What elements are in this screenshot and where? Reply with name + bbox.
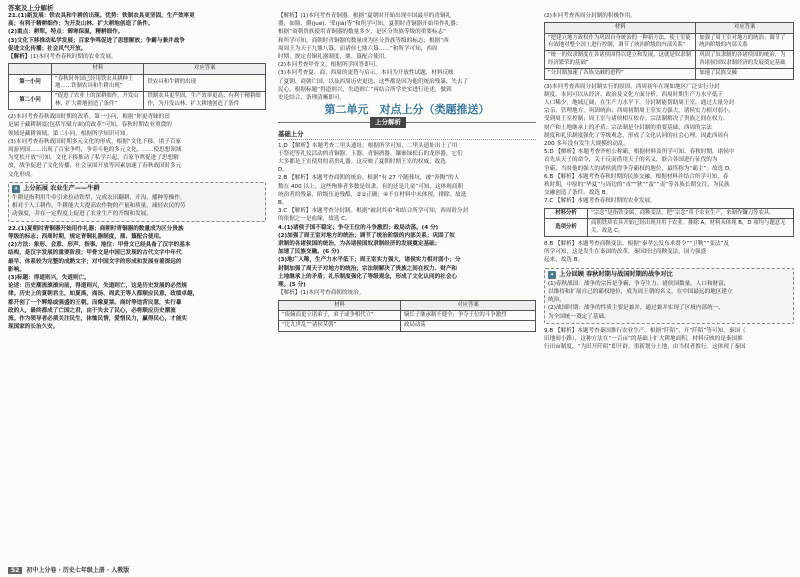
unit-title: 第二单元 对点上分（类题推送） xyxy=(324,103,490,117)
table-cell: “春秋时外国已经用铁农具耕种土地……铁制农具和牛耕出现” xyxy=(52,74,144,92)
text-line: 律。历史上的夏朝君主，如夏禹，商汤、周武王等人都顺应民意，政绩卓越， xyxy=(8,291,199,298)
text-line: 现国家的长治久安。 xyxy=(8,324,59,331)
text-line: (2)方法：象形、会意、形声、指事。地位：甲骨文已经具备了汉字的基本 xyxy=(8,242,191,249)
table-cell: 巩固了奴隶制的各诸侯国的统治，为各诸侯国奴隶制经济的发展奠定基础 xyxy=(696,51,794,69)
table-header: 对应答案 xyxy=(696,23,794,33)
analysis-table xyxy=(544,208,794,237)
text-line: 200 多年没有发生大规模的动乱。 xyxy=(544,141,630,148)
text-line: 论述：历史潮流滚滚向前，得道则兴，失道则亡，这是历史发展的必然规 xyxy=(8,283,188,290)
text-line: 和所学可知，商朝时青铜器的数量成为区分贵族等级的标志；根据“西 xyxy=(278,37,449,44)
table-header: 对应答案 xyxy=(144,64,266,74)
text-line: 秋时期，中原的“华夏”与周边的“戎”“狄”“蛮”“夷”等各族长期交往，为民族 xyxy=(544,182,730,189)
text-line: 宗亲，管理地方，巩固统治；西周初期周王室实力强大，诸侯实力相对弱小， xyxy=(544,108,735,115)
text-line: 6.B 【解析】本题考查春秋时期的民族交融。根据材料并结合所学可知，春 xyxy=(544,173,729,180)
subsection-title: 基础上分 xyxy=(278,130,536,139)
table-cell: 铁制农具更坚固，生产效率更高；有利于精耕细作，为开发山林、扩大耕地创造了条件 xyxy=(144,92,266,110)
table-row-label: 第二小问 xyxy=(9,92,52,110)
text-line: (2)本问考查西周分封制的积极作用。 xyxy=(544,13,636,19)
text-line: 受到周王室控制；周王室与诸侯相互依存；宗法制解决了贵族之间在权力、 xyxy=(544,116,729,123)
text-line: 了夏朝、商朝亡国、以及西周历史更迭，这些都是因为他们统治残暴，失去了 xyxy=(278,78,469,85)
text-line: 22.(1)夏朝时青铜器开始用作礼器；商朝时青铜器的数量成为区分贵族 xyxy=(8,225,184,232)
table-header: 材料 xyxy=(52,64,144,74)
text-line: 起来，故选 B。 xyxy=(544,257,584,264)
text-line: (3)本问考查夏、商、西周的更替与启示。本问为开放性试题，材料反映 xyxy=(278,70,454,77)
extension-box xyxy=(8,182,266,222)
text-line: 人口稀少，地域辽阔，在生产力水平下，分封制能帮助周王室，通过大量分封 xyxy=(544,100,735,107)
text-line: B。 xyxy=(278,200,288,207)
bulb-icon: ✦ xyxy=(550,271,555,278)
text-line: (2)重点：耕犁。特点：御寒保温，精耕细作。 xyxy=(8,29,124,36)
column-right xyxy=(544,12,794,572)
table-row-label: 选项分析 xyxy=(545,219,588,237)
box-title: ✦ 上分拓展 农业生产——牛耕 xyxy=(14,184,100,192)
text-line: 周周王为天子九鼎八簋，而诸侯七鼎六簋……”和所学可知，西周 xyxy=(278,45,438,52)
text-line: 所学可知，这是发生在秦国的改革。秦国经过商鞅变法，国力强盛 xyxy=(544,249,707,256)
table-cell: “宗念”是指铁金属，商鞅变法，把“宗念”用于农业生产，来制作镰刀等农具。 xyxy=(588,208,794,218)
text-line: 为全国统一奠定了基础。 xyxy=(548,313,610,320)
answer-table xyxy=(8,63,266,110)
text-line: 是属于藏耕制度(包括军赋方面)的改革”可知，春秋时期农业重農的 xyxy=(8,122,172,129)
table-cell: 商朝铁质农具开始已经出现并用于农业。排除 A，材料未体现 B，D 项均与题意无关。故选 C。 xyxy=(588,219,794,237)
book-title: 初中上分卷 · 历史七年级上册 · 人教版 xyxy=(26,567,130,574)
text-line: 首先从天子的命令，关于反而借用天子的名义，联合各国进行征伐的为 xyxy=(544,157,718,164)
text-line: 时期，规定青铜礼器制度，鼎、簋配合使用。 xyxy=(278,54,390,61)
text-line: (3)文化下移推动私学发展；百家争鸣促进了思想解放；争霸与兼并战争 xyxy=(8,37,185,44)
text-line: 田地间小路），这种方法在“一百亩”的基础上扩大耕地面积，材料反映的是秦国推 xyxy=(544,335,743,342)
box-title: ✦ 上分回顾 春秋时期与战国时期的战争对比 xyxy=(550,270,673,278)
text-line: 等级的标志；西周时期，规定青铜礼器制度，鼎、簋配合使用。 xyxy=(8,233,165,240)
table-cell: “统一的奴隶制度在各诸侯国得以建立和发展，这就是奴隶制经济繁荣的基础” xyxy=(545,51,696,69)
text-line: 1.D 【解析】本题考查二里头遗址。根据所学可知，二里头遗址出土了用 xyxy=(278,142,458,149)
text-line: 都开创了一个辉煌或强盛的王朝。而像夏桀、商纣等违背民意，实行暴 xyxy=(8,299,182,306)
section-banner xyxy=(278,117,536,127)
page-number: 52 xyxy=(8,567,22,574)
text-line: 的依据之一是血缘，故选 C。 xyxy=(278,216,351,223)
text-line: 为宽松开放”可知，文化下移推动了私学兴起，百家争鸣促进了思想解 xyxy=(8,155,179,162)
text-line: (3)本问考查西周分封制实行的原因。西周初年在现如地区广泛实行分封 xyxy=(544,83,720,90)
text-line: 促进文化传播；社会风气开放。 xyxy=(8,45,87,52)
text-line: 流。作为领导者必须关注民生，体恤民情，爱惜民力，赢得民心，才能实 xyxy=(8,315,188,322)
table-header: 材料 xyxy=(279,300,401,310)
text-line: 史论结合、条理清晰即可。 xyxy=(278,95,346,102)
text-line: 4.(1)诸侯子国不稳定；争夺王位的斗争激烈；政局动荡。(4 分) xyxy=(278,224,439,231)
text-line: 封制加强了周天子对地方的统治；宗法制解决了贵族之间在权力、财产和 xyxy=(278,265,458,272)
review-box xyxy=(544,268,794,324)
banner-line xyxy=(278,122,536,123)
text-line: (2)本问考查春秋战国时期的改革。第一小问，根据“你更青睐的田 xyxy=(8,114,170,121)
table-cell: 嫡长子继承制不健全；争夺王位的斗争激烈 xyxy=(400,310,535,320)
table-cell: “促进了农业上的深耕细作，开发山林，扩大耕地创造了条件” xyxy=(52,92,144,110)
table-cell: “把建立地方政权作为巩固自身统治的一种新方法，使王室能有效地对整个国土进行控制，调节了统治阶级的内部关系” xyxy=(545,33,696,51)
banner-label: 上分解析 xyxy=(370,117,406,127)
text-line: 民心。根据标题“得道则兴，失道则亡”再结合所学史实进行论述，做到 xyxy=(278,86,452,93)
table-row-label: 材料分析 xyxy=(545,208,588,218)
text-line: 加速了民族交融。(6 分) xyxy=(278,249,340,256)
text-line: 5.D 【解析】本题考查齐桓公称霸。根据材料及所学可知，春秋时期，诸侯中 xyxy=(544,149,735,156)
text-line: 交融创造了条件。故选 B。 xyxy=(544,190,612,197)
text-line: (2)本问考查甲骨文。根据所学回答即可。 xyxy=(278,62,382,69)
column-left xyxy=(8,12,266,552)
table-cell: 加速了民族交融 xyxy=(696,69,794,79)
text-line: 隶制的各诸侯国的统治，为各诸侯国奴隶制经济的发展奠定基础； xyxy=(278,241,441,248)
text-line: 器，如鼎、爵(jué)、斝(jiǎ)等”和所学可知，夏朝时青铜器开始用作礼器； xyxy=(278,21,462,28)
text-line: 【解析】(1)本问考查商朝的统治。 xyxy=(278,290,365,297)
text-line: 2.B 【解析】本题考查商朝的统治。根据“有 27 个随葬坑，被“奔陶”的人 xyxy=(278,175,460,182)
text-line: 争霸，当时他的强大的诸侯就得争夺霸权的地位，最终称为“霸主”。故选 D。 xyxy=(544,165,735,172)
text-line: 相对于人工耕作，牛耕能大大提高农作物的产量和质量，减轻农民的劳 xyxy=(12,203,186,210)
text-line: 牛耕是指利用牛牵引来拉动铁犁，完成农田翻耕、开沟、播种等操作。 xyxy=(12,195,186,202)
text-line: 3.C 【解析】本题考查分封制。根据“被封其弟”和结合所学可知，西周时分封 xyxy=(278,208,469,215)
text-line: 影响。 xyxy=(8,266,25,273)
text-line: 放，战争促进了文化传播，社会氛围开放等因素加速了春秋战国时多元 xyxy=(8,163,182,170)
table-cell: 加强了周王室对地方的统治；调节了统治阶级的内部关系 xyxy=(696,33,794,51)
text-line: 行田亩制度，“为田开阡陌”即开辟，重新划分土地，由当权者推行。这体现了秦国 xyxy=(544,344,746,351)
table-header-spacer xyxy=(9,64,52,74)
table-cell: “分封制加速了各族交融的进程” xyxy=(545,69,696,79)
text-line: 领域是藏耕领域。第二小问，根据所学知识可知。 xyxy=(8,130,132,137)
text-line: 制度和礼乐制度强化了等级观念，形成了文化认同的社会心理。因此西周有 xyxy=(544,132,729,139)
text-line: 高；有利于精耕细作；为开发山林、扩大耕地创造了条件。 xyxy=(8,21,154,28)
text-line: 结构，是汉字发展的重要阶段；甲骨文是中国已发现的古代文字中年代 xyxy=(8,250,182,257)
text-line: 8.B 【解析】本题考查商鞅变法。根据“秦孝公发布求贤令”“卫鞅”“变法”及 xyxy=(544,240,729,247)
analysis-tag: 【解析】 xyxy=(8,54,31,61)
text-line: (3)本问考查春秋战国时期多元文化的形成。根据“文化下移，诸子百家 xyxy=(8,138,182,145)
page-footer xyxy=(8,565,129,574)
text-line: 大多都是王室使用的高贵礼器。这反映了夏朝时期王室的权威。故选 xyxy=(278,159,446,166)
answer-table xyxy=(544,22,794,79)
text-line: 文化形成。 xyxy=(8,171,36,178)
text-line: 21.(1)新发展：铁农具和牛耕的出现。优势：铁制农具更坚固，生产效率更 xyxy=(8,13,195,19)
answer-table xyxy=(278,300,536,332)
text-line: 统治。 xyxy=(548,297,565,304)
text-line: (2)战国时期：战争的性质主要是兼并，通过兼并实现了区域内部统一， xyxy=(548,305,724,312)
text-line: 7.C 【解析】本题考查春秋时期的农业发展。 xyxy=(544,198,656,205)
text-line: 周游列国……出现了百家争鸣，争奇斗艳的多元文化，……使思想领域 xyxy=(8,147,182,154)
text-line: 于祭祀等礼仪活动的青铜器、玉器、青铜酒器、镶嵌绿松石的龙形器，它们 xyxy=(278,150,463,157)
text-line: 理。(5 分) xyxy=(278,282,306,289)
text-line: (2)加强了周王室对地方的统治；调节了统治阶级的内部关系；巩固了奴 xyxy=(278,232,455,239)
column-middle xyxy=(278,12,536,572)
table-row-label: 第一小问 xyxy=(9,74,52,92)
text-line: (1)春秋战国：战争的宗旨是争霸，争夺生力、诸侯国数量、人口和财富， xyxy=(548,280,730,287)
text-line: 最早、体系较为完整的成熟文字；对中国文字的形成和发展有着深远的 xyxy=(8,258,182,265)
table-cell: “比九世乱”“诸侯莫朝” xyxy=(279,321,401,331)
text-line: 数在 400 以上，这些殉葬者多数是奴隶，有的还是儿童”可知，这体现商朝 xyxy=(278,183,463,190)
page-header: 答案及上分解析 xyxy=(8,4,54,12)
text-line: 【解析】(1)本问考查青铜器。根据“夏朝时开始出现中国最早的青铜礼 xyxy=(278,13,452,19)
bulb-icon: ✦ xyxy=(14,185,19,192)
text-line: 【解析】(1)本问考查春秋时期的农业发展。 xyxy=(8,54,117,61)
table-header: 对应答案 xyxy=(400,300,535,310)
text-line: 动强度，并在一定程度上促进了农业生产的升级和发展。 xyxy=(12,211,152,218)
text-line: (3)地广人稀，生产力水平低下；周王室实力强大，诸侯实力相对弱小；分 xyxy=(278,257,461,264)
table-cell: “废嫡而更立诸弟子，弟子或争相代立” xyxy=(279,310,401,320)
text-line: 根据“商朝贵族使用青铜器的数量多少，是区分贵族等级的重要标志” xyxy=(278,29,447,36)
text-line: 制度。本问可以从经济、政治及文化方面分析。西周时期生产力水平低下 xyxy=(544,91,724,98)
text-line: (3)标题：得道则兴，失道则亡。 xyxy=(8,274,90,281)
text-line: 统治者的残暴，阶级压迫残酷，②①正确；④不在材料中未体现，排除。故选 xyxy=(278,191,467,198)
table-header: 材料 xyxy=(545,23,696,33)
table-cell: 铁农具和牛耕的出现 xyxy=(144,74,266,92)
table-cell: 政局动荡 xyxy=(400,321,535,331)
text-line: 以维持和扩展自己的霸权地位，成为周王朝的名义，在中国最远的地区建立 xyxy=(548,288,733,295)
text-line: 政的人，最终都成了亡国之君，由于失去了民心，必将顺应历史潮流 xyxy=(8,307,176,314)
text-line: 9.B 【解析】本题考查秦国推行农业生产。根据“阡陌”，开“阡陌”等可知，秦国（ xyxy=(544,327,746,334)
text-line: 土地继承上的矛盾；礼乐制度强化了等级观念，形成了文化认同的社会心 xyxy=(278,273,458,280)
text-line: 财产和土地继承上的矛盾；宗法制是分封制的重要基础，西周的宗法 xyxy=(544,124,712,131)
text-line: D。 xyxy=(278,167,288,174)
